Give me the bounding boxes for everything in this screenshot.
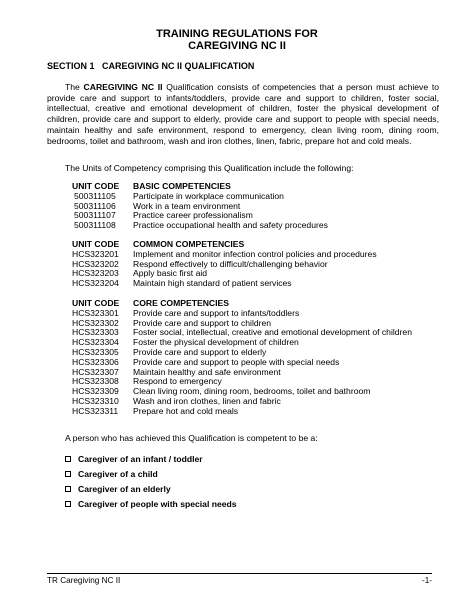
unit-title: Foster the physical development of children [133, 337, 299, 348]
unit-title: Respond effectively to difficult/challenging behavior [133, 258, 328, 269]
unit-title: Apply basic first aid [133, 268, 208, 279]
unit-title: Provide care and support to people with special needs [133, 356, 340, 367]
unit-code: HCS323307 [72, 366, 119, 377]
unit-code: HCS323204 [72, 278, 119, 289]
qualification-label: Caregiver of an elderly [78, 484, 171, 495]
unit-code: HCS323201 [72, 248, 119, 259]
list-item [65, 453, 237, 464]
qualification-label: Caregiver of an infant / toddler [78, 453, 203, 464]
unit-title: Prepare hot and cold meals [133, 405, 239, 416]
unit-code: HCS323301 [72, 307, 119, 318]
qualification-description [47, 82, 439, 146]
unit-code: HCS323202 [72, 258, 119, 269]
unit-title: Provide care and support to elderly [133, 346, 267, 357]
unit-code: HCS323302 [72, 317, 119, 328]
list-item [65, 468, 237, 479]
unit-title: Foster social, intellectual, creative and emotional development of children [133, 327, 412, 338]
checkbox-icon [65, 501, 71, 507]
unit-code: HCS323203 [72, 268, 119, 279]
unit-title: Practice occupational health and safety procedures [133, 220, 328, 231]
document-title-line2: CAREGIVING NC II [188, 40, 286, 52]
unit-code: HCS323306 [72, 356, 119, 367]
unit-title: Clean living room, dining room, bedrooms, toilet and bathroom [133, 386, 371, 397]
unit-title: Maintain high standard of patient services [133, 278, 292, 289]
unit-title: Provide care and support to infants/toddlers [133, 307, 300, 318]
unit-code: 500311105 [74, 190, 116, 201]
unit-code: HCS323304 [72, 337, 119, 348]
footer-document-name: TR Caregiving NC II [47, 576, 121, 585]
footer-page-number: -1- [421, 576, 432, 585]
unit-title: Participate in workplace communication [133, 190, 284, 201]
unit-code: HCS323311 [72, 405, 119, 416]
unit-title: Respond to emergency [133, 376, 222, 387]
basic-competencies-table [72, 182, 328, 231]
unit-title: Practice career professionalism [133, 210, 253, 221]
table-row [72, 407, 412, 417]
achieved-text: A person who has achieved this Qualification is competent to be a: [65, 433, 318, 443]
core-competencies-table [72, 299, 412, 417]
table-row [72, 368, 412, 378]
units-intro: The Units of Competency comprising this Qualification include the following: [65, 163, 354, 173]
checkbox-icon [65, 456, 71, 462]
intro-prefix: The [65, 82, 84, 92]
unit-code: 500311106 [74, 200, 116, 211]
qualification-label: Caregiver of a child [78, 468, 158, 479]
qualification-label: Caregiver of people with special needs [78, 499, 237, 510]
table-row [72, 397, 412, 407]
unit-code-header: UNIT CODE [72, 239, 120, 249]
unit-code-header: UNIT CODE [72, 181, 120, 191]
unit-title: Provide care and support to children [133, 317, 272, 328]
list-item [65, 499, 237, 510]
checkbox-icon [65, 486, 71, 492]
table-row [72, 279, 377, 289]
unit-title: Implement and monitor infection control policies and procedures [133, 248, 377, 259]
section-heading: SECTION 1 CAREGIVING NC II QUALIFICATION [47, 61, 255, 71]
document-title-line1: TRAINING REGULATIONS FOR [156, 28, 318, 40]
unit-title: Work in a team environment [133, 200, 241, 211]
unit-title: Wash and iron clothes, linen and fabric [133, 395, 281, 406]
common-competencies-header: COMMON COMPETENCIES [133, 239, 245, 249]
unit-code: HCS323310 [72, 395, 119, 406]
unit-code: HCS323305 [72, 346, 119, 357]
unit-code: HCS323309 [72, 386, 119, 397]
intro-qualification-name: CAREGIVING NC II [83, 82, 163, 92]
list-item [65, 484, 237, 495]
unit-title: Maintain healthy and safe environment [133, 366, 281, 377]
unit-code: 500311107 [74, 210, 116, 221]
table-row [72, 221, 328, 231]
core-competencies-header: CORE COMPETENCIES [133, 298, 229, 308]
qualification-list [65, 453, 237, 514]
unit-code-header: UNIT CODE [72, 298, 120, 308]
unit-code: HCS323303 [72, 327, 119, 338]
unit-code: 500311108 [74, 220, 116, 231]
intro-body: Qualification consists of competencies that a person must achieve to provide care and support to infants/toddlers, provide care and support to children, foster social, intellectual, creative and emotional development of children, foster the physical development of children, provide care and support to elderly, provide care and support to people with special needs, maintain healthy and safe environment, respond to emergency, clean living room, dining room, bedrooms, toilet and bathroom, wash and iron clothes, linen, fabric, prepare hot and cold meals. [47, 82, 439, 146]
checkbox-icon [65, 471, 71, 477]
basic-competencies-header: BASIC COMPETENCIES [133, 181, 231, 191]
common-competencies-table [72, 240, 377, 289]
unit-code: HCS323308 [72, 376, 119, 387]
footer-divider [47, 573, 432, 574]
